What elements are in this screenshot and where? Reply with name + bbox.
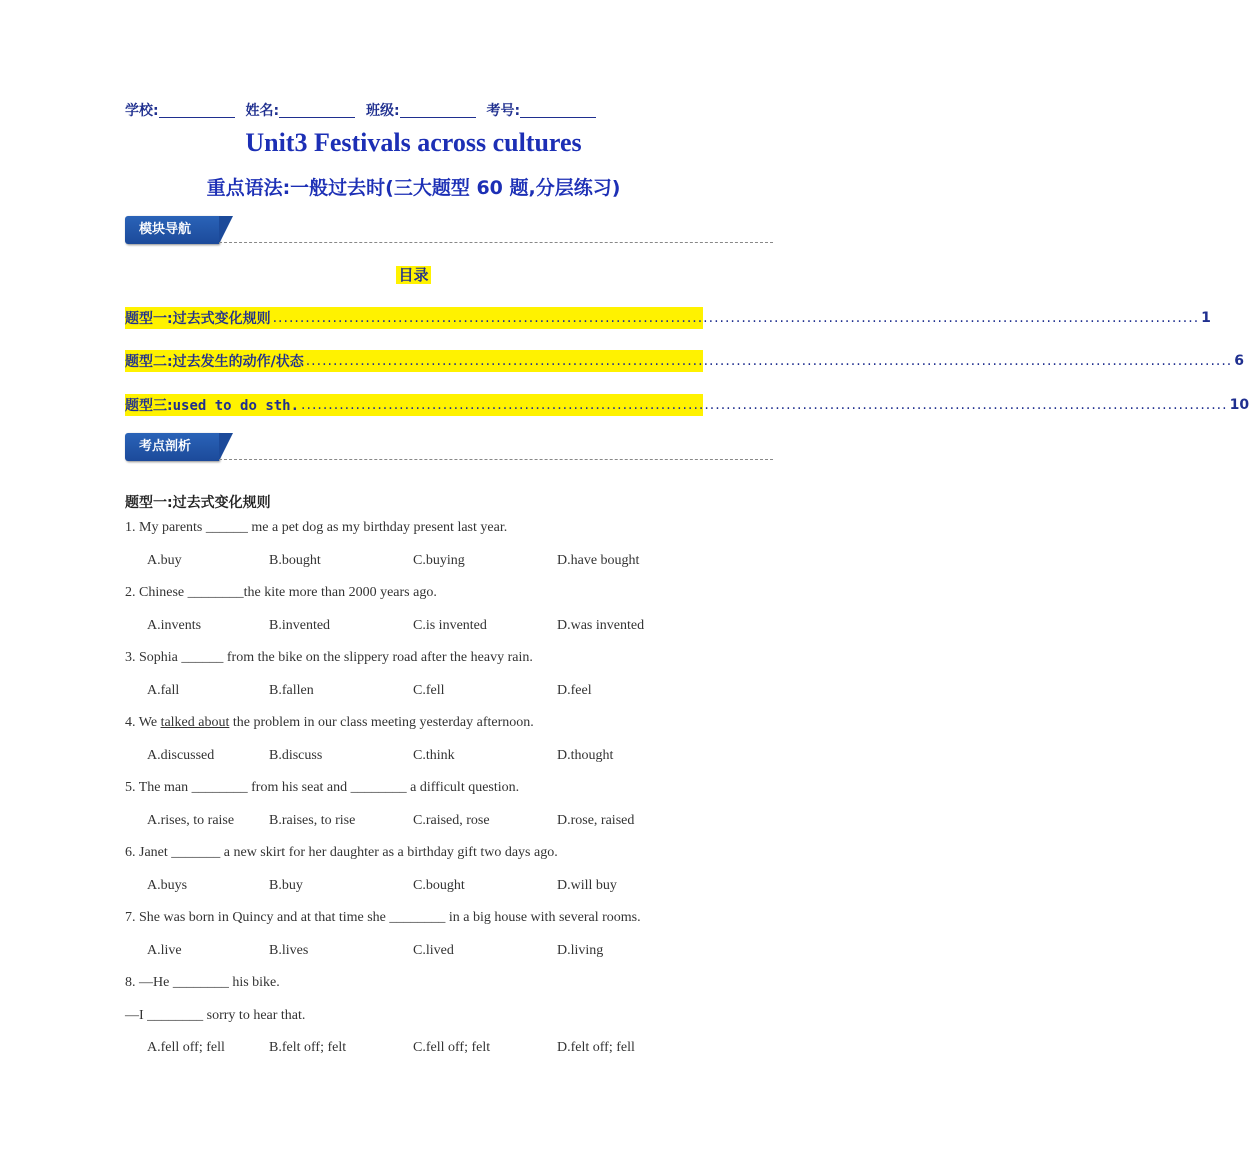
name-blank <box>279 103 355 118</box>
section-tab-analysis: 考点剖析 <box>125 433 219 461</box>
toc-leader-dots: .......................................................................................................................................................................... <box>301 397 1228 413</box>
toc-title: 目录 <box>398 266 429 284</box>
school-label: 学校: <box>125 103 159 119</box>
question-6: 6. Janet _______ a new skirt for her daughter as a birthday gift two days ago. <box>125 845 558 860</box>
option-a[interactable]: A.live <box>147 943 182 958</box>
toc-item-page: 6 <box>1234 353 1245 369</box>
toc-item-label: 题型二:过去发生的动作/状态 <box>125 354 304 370</box>
option-d[interactable]: D.felt off; fell <box>557 1040 635 1055</box>
option-d[interactable]: D.rose, raised <box>557 813 635 828</box>
question-1: 1. My parents ______ me a pet dog as my birthday present last year. <box>125 520 508 535</box>
option-c[interactable]: C.bought <box>413 878 465 893</box>
question-section-title: 题型一:过去式变化规则 <box>125 495 271 511</box>
exam-no-blank <box>520 103 596 118</box>
student-info-header <box>125 100 602 120</box>
exam-no-label: 考号: <box>486 103 521 119</box>
option-d[interactable]: D.have bought <box>557 553 640 568</box>
option-a[interactable]: A.buy <box>147 553 182 568</box>
option-d[interactable]: D.thought <box>557 748 614 763</box>
toc-leader-dots: .......................................................................................................................................................................... <box>305 353 1233 369</box>
page-title: Unit3 Festivals across cultures <box>245 128 582 157</box>
option-b[interactable]: B.bought <box>269 553 321 568</box>
question-5: 5. The man ________ from his seat and ________ a difficult question. <box>125 780 520 795</box>
option-d[interactable]: D.will buy <box>557 878 617 893</box>
option-c[interactable]: C.fell off; felt <box>413 1040 491 1055</box>
school-blank <box>159 103 235 118</box>
option-a[interactable]: A.invents <box>147 618 202 633</box>
option-a[interactable]: A.fall <box>147 683 180 698</box>
underlined-phrase: talked about <box>160 715 230 730</box>
question-2: 2. Chinese ________the kite more than 2000 years ago. <box>125 585 437 600</box>
question-7: 7. She was born in Quincy and at that time she ________ in a big house with several rooms. <box>125 910 641 925</box>
question-4: 4. We talked about the problem in our class meeting yesterday afternoon. <box>125 715 534 730</box>
option-c[interactable]: C.raised, rose <box>413 813 490 828</box>
dashed-divider <box>219 242 773 243</box>
option-c[interactable]: C.is invented <box>413 618 487 633</box>
name-label: 姓名: <box>245 103 280 119</box>
option-a[interactable]: A.rises, to raise <box>147 813 235 828</box>
section-bar-analysis <box>125 433 773 463</box>
toc-item-page: 1 <box>1201 310 1211 326</box>
toc-item-label: 题型三:used to do sth. <box>125 398 300 414</box>
option-b[interactable]: B.raises, to rise <box>269 813 356 828</box>
section-bar-nav <box>125 216 773 246</box>
option-b[interactable]: B.fallen <box>269 683 314 698</box>
option-c[interactable]: C.lived <box>413 943 454 958</box>
option-b[interactable]: B.discuss <box>269 748 323 763</box>
option-c[interactable]: C.fell <box>413 683 445 698</box>
question-3: 3. Sophia ______ from the bike on the slippery road after the heavy rain. <box>125 650 533 665</box>
class-label: 班级: <box>365 103 400 119</box>
option-b[interactable]: B.lives <box>269 943 309 958</box>
option-d[interactable]: D.living <box>557 943 604 958</box>
question-8: 8. —He ________ his bike. <box>125 975 280 990</box>
class-blank <box>400 103 476 118</box>
page-subtitle: 重点语法:一般过去时(三大题型 60 题,分层练习) <box>206 177 621 199</box>
toc-leader-dots: .......................................................................................................................................................................... <box>272 310 1200 326</box>
option-b[interactable]: B.invented <box>269 618 331 633</box>
option-a[interactable]: A.fell off; fell <box>147 1040 225 1055</box>
toc-item-3[interactable] <box>125 394 1249 416</box>
toc-item-1[interactable] <box>125 307 1211 329</box>
section-tab-nav: 模块导航 <box>125 216 219 244</box>
option-a[interactable]: A.discussed <box>147 748 215 763</box>
option-b[interactable]: B.felt off; felt <box>269 1040 347 1055</box>
option-a[interactable]: A.buys <box>147 878 188 893</box>
option-c[interactable]: C.think <box>413 748 455 763</box>
toc-item-label: 题型一:过去式变化规则 <box>125 311 271 327</box>
toc-item-page: 10 <box>1229 397 1249 413</box>
option-d[interactable]: D.was invented <box>557 618 645 633</box>
option-b[interactable]: B.buy <box>269 878 303 893</box>
toc-item-2[interactable] <box>125 350 1245 372</box>
option-c[interactable]: C.buying <box>413 553 465 568</box>
option-d[interactable]: D.feel <box>557 683 592 698</box>
dashed-divider <box>219 459 773 460</box>
question-8-line-2: —I ________ sorry to hear that. <box>125 1008 306 1023</box>
